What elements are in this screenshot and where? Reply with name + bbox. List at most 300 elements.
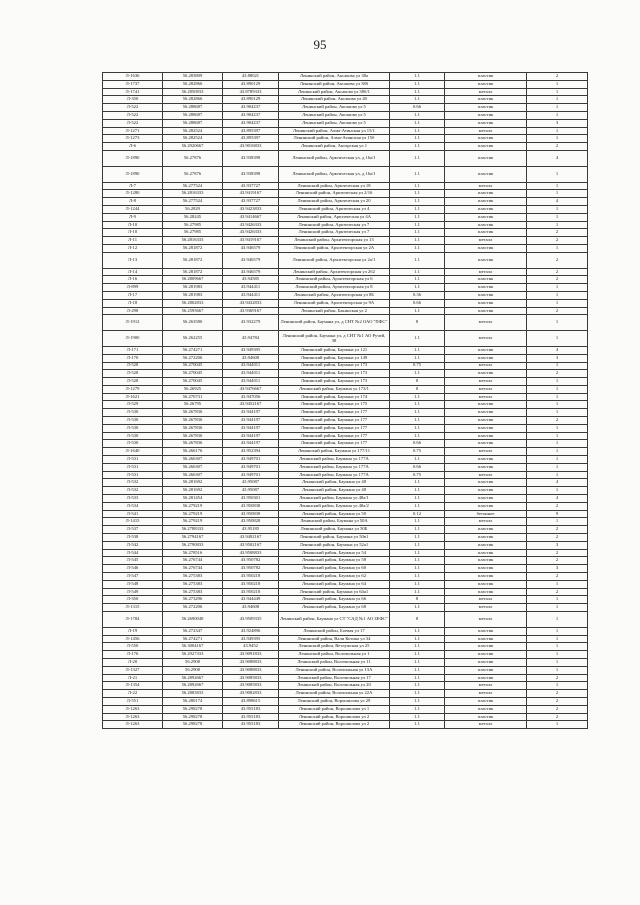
cell-longitude: 43.904237 xyxy=(223,111,279,119)
cell-address: Ленинский район, Баумана ул 173 xyxy=(279,370,390,378)
table-row xyxy=(103,299,588,307)
cell-site-id: Л-528 xyxy=(103,362,163,370)
cell-address: Ленинский район, Арктическая ул 4 xyxy=(279,205,390,213)
cell-count: 1 xyxy=(527,635,588,643)
cell-volume: 1.1 xyxy=(390,221,445,229)
cell-volume: 1.1 xyxy=(390,205,445,213)
cell-address: Ленинский район, Баумана ул 174 xyxy=(279,393,390,401)
table-row xyxy=(103,307,588,315)
cell-latitude: 56.3004167 xyxy=(163,643,223,651)
cell-latitude: 56.281983 xyxy=(163,291,223,299)
cell-address: Ленинский район, Баумана ул 54 xyxy=(279,549,390,557)
cell-latitude: 56.266307 xyxy=(163,463,223,471)
cell-material: металл xyxy=(445,362,527,370)
cell-site-id: Л-1354 xyxy=(103,682,163,690)
cell-material: металл xyxy=(445,127,527,135)
cell-address: Ленинский район, Алма-Атинская ул 15/1 xyxy=(279,127,390,135)
cell-address: Ленинский район, Арктическая ул, д 16а/1 xyxy=(279,166,390,182)
cell-site-id: Л-9 xyxy=(103,213,163,221)
cell-latitude: 56.266176 xyxy=(163,448,223,456)
cell-address: Ленинский район, Волочильная ул 22А xyxy=(279,690,390,698)
cell-longitude: 43.937727 xyxy=(223,198,279,206)
table-row xyxy=(103,643,588,651)
cell-address: Ленинский район, Аксакова ул 38б/1 xyxy=(279,88,390,96)
cell-address: Ленинский район, Баумана ул, д СНТ №2 ОАО "ПФС" xyxy=(279,315,390,331)
cell-latitude: 56.270045 xyxy=(163,362,223,370)
cell-longitude: 43.950828 xyxy=(223,518,279,526)
cell-material: пластик xyxy=(445,111,527,119)
cell-longitude: 43.88021 xyxy=(223,73,279,81)
table-row xyxy=(103,721,588,729)
cell-volume: 1.1 xyxy=(390,143,445,151)
table-row xyxy=(103,409,588,417)
cell-volume: 1.1 xyxy=(390,276,445,284)
cell-volume: 1.1 xyxy=(390,432,445,440)
cell-site-id: Л-532 xyxy=(103,487,163,495)
cell-site-id: Л-1912 xyxy=(103,315,163,331)
cell-count: 2 xyxy=(527,252,588,268)
cell-longitude: 43.9492167 xyxy=(223,534,279,542)
cell-latitude: 56.274271 xyxy=(163,346,223,354)
cell-latitude: 56.270045 xyxy=(163,370,223,378)
cell-longitude: 43.950301 xyxy=(223,495,279,503)
cell-address: Ленинский район, Баумана ул 177А xyxy=(279,456,390,464)
cell-address: Ленинский район, Баумана ул 177/11 xyxy=(279,448,390,456)
cell-volume: 1.1 xyxy=(390,658,445,666)
cell-material: металл xyxy=(445,604,527,612)
cell-material: пластик xyxy=(445,557,527,565)
cell-latitude: 56.2790833 xyxy=(163,541,223,549)
cell-latitude: 56.277524 xyxy=(163,198,223,206)
cell-longitude: 43.94608 xyxy=(223,604,279,612)
cell-count: 4 xyxy=(527,495,588,503)
cell-site-id: Л-1263 xyxy=(103,721,163,729)
cell-address: Ленинский район, Ветлужская ул 25 xyxy=(279,643,390,651)
cell-site-id: Л-13 xyxy=(103,252,163,268)
table-row xyxy=(103,479,588,487)
cell-site-id: Л-545 xyxy=(103,557,163,565)
cell-longitude: 43.946579 xyxy=(223,252,279,268)
cell-volume: 1.1 xyxy=(390,166,445,182)
cell-site-id: Л-1890 xyxy=(103,150,163,166)
cell-site-id: Л-530 xyxy=(103,409,163,417)
cell-address: Ленинский район, Волочильная ул 13А xyxy=(279,666,390,674)
cell-latitude: 56.272206 xyxy=(163,604,223,612)
cell-address: Ленинский район, Баумана ул 66 xyxy=(279,596,390,604)
cell-site-id: Л-1273 xyxy=(103,135,163,143)
cell-material: пластик xyxy=(445,143,527,151)
cell-volume: 1.1 xyxy=(390,580,445,588)
cell-address: Ленинский район, Ворошилова ул 2 xyxy=(279,713,390,721)
cell-material: пластик xyxy=(445,284,527,292)
cell-volume: 1.1 xyxy=(390,393,445,401)
cell-address: Ленинский район, Баумана ул 121 xyxy=(279,346,390,354)
table-row xyxy=(103,331,588,347)
cell-material: металл xyxy=(445,268,527,276)
cell-count: 1 xyxy=(527,104,588,112)
cell-volume: 1.1 xyxy=(390,495,445,503)
cell-material: пластик xyxy=(445,541,527,549)
cell-count: 1 xyxy=(527,221,588,229)
cell-latitude: 56.281454 xyxy=(163,495,223,503)
table-row xyxy=(103,268,588,276)
cell-longitude: 43.950218 xyxy=(223,580,279,588)
table-row xyxy=(103,463,588,471)
cell-longitude: 43.944011 xyxy=(223,370,279,378)
cell-site-id: Л-530 xyxy=(103,432,163,440)
cell-count: 2 xyxy=(527,588,588,596)
cell-count: 1 xyxy=(527,432,588,440)
table-row xyxy=(103,346,588,354)
cell-volume: 1.1 xyxy=(390,526,445,534)
cell-volume: 1.1 xyxy=(390,456,445,464)
cell-volume: 1.1 xyxy=(390,518,445,526)
cell-site-id: Л-298 xyxy=(103,307,163,315)
cell-count: 1 xyxy=(527,205,588,213)
cell-latitude: 56.2595667 xyxy=(163,307,223,315)
cell-material: металл xyxy=(445,448,527,456)
cell-longitude: 43.938398 xyxy=(223,150,279,166)
cell-volume: 1.1 xyxy=(390,697,445,705)
table-row xyxy=(103,526,588,534)
table-row xyxy=(103,541,588,549)
cell-latitude: 56.272206 xyxy=(163,354,223,362)
cell-longitude: 43.895397 xyxy=(223,127,279,135)
cell-longitude: 43.944011 xyxy=(223,362,279,370)
cell-count: 4 xyxy=(527,346,588,354)
cell-latitude: 56.263580 xyxy=(163,315,223,331)
cell-address: Ленинский район, Баумана ул 48а/1 xyxy=(279,495,390,503)
table-row xyxy=(103,401,588,409)
table-row xyxy=(103,557,588,565)
cell-latitude: 56.2908 xyxy=(163,658,223,666)
table-row xyxy=(103,487,588,495)
cell-longitude: 43.949395 xyxy=(223,346,279,354)
cell-count: 1 xyxy=(527,362,588,370)
cell-site-id: Л-1279 xyxy=(103,385,163,393)
cell-count: 2 xyxy=(527,73,588,81)
cell-volume: 1.1 xyxy=(390,111,445,119)
cell-volume: 1.1 xyxy=(390,573,445,581)
cell-address: Ленинский район, Баумана ул 48 xyxy=(279,487,390,495)
cell-site-id: Л-1327 xyxy=(103,666,163,674)
cell-count: 1 xyxy=(527,182,588,190)
cell-latitude: 56.2892667 xyxy=(163,682,223,690)
cell-address: Ленинский район, Арктическая ул, д 16а/1 xyxy=(279,150,390,166)
cell-longitude: 43.949395 xyxy=(223,635,279,643)
cell-longitude: 43.9426333 xyxy=(223,229,279,237)
table-row xyxy=(103,682,588,690)
cell-volume: 1.1 xyxy=(390,604,445,612)
cell-latitude: 56.27876 xyxy=(163,150,223,166)
cell-material: пластик xyxy=(445,221,527,229)
cell-latitude: 56.281692 xyxy=(163,487,223,495)
table-row xyxy=(103,534,588,542)
cell-address: Ленинский район, Баумана ул 64а1 xyxy=(279,588,390,596)
table-row xyxy=(103,73,588,81)
cell-site-id: Л-522 xyxy=(103,111,163,119)
cell-latitude: 56.280174 xyxy=(163,697,223,705)
cell-material: пластик xyxy=(445,276,527,284)
cell-latitude: 56.282866 xyxy=(163,96,223,104)
cell-latitude: 56.2794167 xyxy=(163,534,223,542)
cell-volume: 8 xyxy=(390,385,445,393)
cell-address: Ленинский район, Аксакова ул 5 xyxy=(279,111,390,119)
table-row xyxy=(103,658,588,666)
cell-volume: 0.75 xyxy=(390,471,445,479)
cell-material: пластик xyxy=(445,190,527,198)
cell-longitude: 43.904237 xyxy=(223,104,279,112)
cell-longitude: 43.950838 xyxy=(223,510,279,518)
cell-latitude: 56.279219 xyxy=(163,518,223,526)
cell-material: пластик xyxy=(445,495,527,503)
cell-count: 1 xyxy=(527,385,588,393)
cell-latitude: 56.2816333 xyxy=(163,237,223,245)
cell-site-id: Л-1900 xyxy=(103,331,163,347)
cell-address: Ленинский район, Архитекторская ул 6 xyxy=(279,276,390,284)
cell-latitude: 56.262255 xyxy=(163,331,223,347)
cell-material: пластик xyxy=(445,213,527,221)
table-row xyxy=(103,378,588,386)
cell-volume: 1.1 xyxy=(390,190,445,198)
cell-count: 1 xyxy=(527,190,588,198)
cell-count: 2 xyxy=(527,549,588,557)
table-row xyxy=(103,666,588,674)
cell-site-id: Л-1636 xyxy=(103,73,163,81)
table-row xyxy=(103,573,588,581)
table-row xyxy=(103,612,588,628)
cell-longitude: 43.955183 xyxy=(223,705,279,713)
cell-material: пластик xyxy=(445,150,527,166)
cell-site-id: Л-1271 xyxy=(103,127,163,135)
cell-count: 1 xyxy=(527,244,588,252)
cell-address: Ленинский район, Баумана ул 177А xyxy=(279,463,390,471)
table-row xyxy=(103,88,588,96)
cell-volume: 1.1 xyxy=(390,88,445,96)
cell-site-id: Л-12 xyxy=(103,244,163,252)
cell-longitude: 43.950782 xyxy=(223,565,279,573)
table-row xyxy=(103,713,588,721)
table-row xyxy=(103,315,588,331)
cell-volume: 8 xyxy=(390,315,445,331)
cell-address: Ленинский район, Баумана ул 48а/2 xyxy=(279,502,390,510)
cell-volume: 1.1 xyxy=(390,417,445,425)
cell-material: пластик xyxy=(445,370,527,378)
cell-longitude: 43.9085833 xyxy=(223,682,279,690)
cell-volume: 1.1 xyxy=(390,424,445,432)
table-row xyxy=(103,213,588,221)
cell-material: пластик xyxy=(445,627,527,635)
cell-material: пластик xyxy=(445,463,527,471)
cell-latitude: 56.281983 xyxy=(163,284,223,292)
cell-count: 1 xyxy=(527,682,588,690)
cell-material: пластик xyxy=(445,456,527,464)
cell-address: Ленинский район, Ворошилова ул 2 xyxy=(279,721,390,729)
cell-address: Ленинский район, Баумана ул 62 xyxy=(279,573,390,581)
cell-volume: 1.1 xyxy=(390,713,445,721)
cell-site-id: Л-546 xyxy=(103,565,163,573)
cell-material: пластик xyxy=(445,299,527,307)
cell-count: 1 xyxy=(527,658,588,666)
cell-address: Ленинский район, Ворошилова ул 1 xyxy=(279,705,390,713)
cell-address: Ленинский район, Архитекторская ул 13 xyxy=(279,237,390,245)
cell-volume: 0.66 xyxy=(390,104,445,112)
cell-address: Ленинский район, Баумана ул 58 xyxy=(279,557,390,565)
cell-material: пластик xyxy=(445,244,527,252)
cell-latitude: 56.27876 xyxy=(163,166,223,182)
cell-volume: 1.1 xyxy=(390,721,445,729)
cell-longitude: 43.950782 xyxy=(223,557,279,565)
cell-volume: 8 xyxy=(390,612,445,628)
cell-volume: 1.1 xyxy=(390,354,445,362)
cell-latitude: 56.26795 xyxy=(163,401,223,409)
cell-material: пластик xyxy=(445,635,527,643)
cell-site-id: Л-542 xyxy=(103,541,163,549)
table-row xyxy=(103,580,588,588)
cell-site-id: Л-548 xyxy=(103,580,163,588)
cell-latitude: 56.283809 xyxy=(163,73,223,81)
cell-site-id: Л-530 xyxy=(103,424,163,432)
cell-address: Ленинский район, Баумана ул 175 xyxy=(279,401,390,409)
cell-volume: 1.1 xyxy=(390,244,445,252)
cell-longitude: 43.9476667 xyxy=(223,385,279,393)
cell-address: Ленинский район, Баумана ул 173 xyxy=(279,378,390,386)
cell-count: 1 xyxy=(527,424,588,432)
cell-count: 3 xyxy=(527,541,588,549)
cell-site-id: Л-533 xyxy=(103,495,163,503)
waste-container-registry-table xyxy=(102,72,588,729)
cell-volume: 1.1 xyxy=(390,666,445,674)
cell-material: пластик xyxy=(445,573,527,581)
cell-longitude: 43.946579 xyxy=(223,268,279,276)
cell-site-id: Л-20 xyxy=(103,658,163,666)
cell-site-id: Л-11 xyxy=(103,237,163,245)
cell-count: 2 xyxy=(527,229,588,237)
cell-longitude: 43.94784 xyxy=(223,331,279,347)
cell-latitude: 56.26925 xyxy=(163,385,223,393)
table-row xyxy=(103,237,588,245)
cell-address: Ленинский район, Баумана ул 177 xyxy=(279,409,390,417)
cell-latitude: 56.288687 xyxy=(163,119,223,127)
cell-count: 1 xyxy=(527,299,588,307)
cell-site-id: Л-8 xyxy=(103,198,163,206)
cell-material: пластик xyxy=(445,643,527,651)
cell-material: пластик xyxy=(445,73,527,81)
cell-address: Ленинский район, Баумана ул 177 xyxy=(279,432,390,440)
cell-volume: 1.1 xyxy=(390,213,445,221)
table-row xyxy=(103,135,588,143)
cell-address: Ленинский район, Аксакова ул 38а xyxy=(279,73,390,81)
cell-volume: 1.1 xyxy=(390,502,445,510)
cell-latitude: 56.298278 xyxy=(163,713,223,721)
cell-site-id: Л-531 xyxy=(103,463,163,471)
cell-latitude: 56.2788333 xyxy=(163,526,223,534)
cell-address: Ленинский район, Аксакова ул 5 xyxy=(279,104,390,112)
cell-latitude: 56.273296 xyxy=(163,596,223,604)
cell-latitude: 56.272347 xyxy=(163,627,223,635)
cell-address: Ленинский район, Архитекторская ул 8 xyxy=(279,284,390,292)
cell-volume: 8 xyxy=(390,596,445,604)
cell-address: Ленинский район, Архитекторская ул 9А xyxy=(279,299,390,307)
cell-site-id: Л-1784 xyxy=(103,612,163,628)
cell-site-id: Л-550 xyxy=(103,643,163,651)
cell-latitude: 56.2908 xyxy=(163,666,223,674)
cell-latitude: 56.27985 xyxy=(163,229,223,237)
cell-address: Ленинский район, Арктическая ул 7 xyxy=(279,229,390,237)
cell-count: 1 xyxy=(527,378,588,386)
cell-latitude: 56.279219 xyxy=(163,502,223,510)
cell-site-id: Л-1280 xyxy=(103,190,163,198)
cell-latitude: 56.275383 xyxy=(163,573,223,581)
cell-site-id: Л-17 xyxy=(103,291,163,299)
cell-count: 2 xyxy=(527,417,588,425)
cell-latitude: 56.277524 xyxy=(163,182,223,190)
cell-address: Ленинский район, Баумана ул 50А xyxy=(279,518,390,526)
cell-longitude: 43.904237 xyxy=(223,119,279,127)
cell-address: Ленинский район, Баумана ул 52а1 xyxy=(279,541,390,549)
cell-material: пластик xyxy=(445,80,527,88)
cell-material: пластик xyxy=(445,166,527,182)
cell-address: Ленинский район, Ворошилова ул 29 xyxy=(279,697,390,705)
cell-address: Ленинский район, Аксакова ул 40 xyxy=(279,96,390,104)
cell-longitude: 43.938398 xyxy=(223,166,279,182)
cell-volume: 1.1 xyxy=(390,198,445,206)
cell-latitude: 56.2920667 xyxy=(163,143,223,151)
cell-volume: 0.66 xyxy=(390,440,445,448)
cell-count: 3 xyxy=(527,119,588,127)
table-row xyxy=(103,229,588,237)
cell-material: пластик xyxy=(445,588,527,596)
cell-volume: 1.1 xyxy=(390,80,445,88)
cell-site-id: Л-1890 xyxy=(103,166,163,182)
cell-longitude: 43.9502167 xyxy=(223,541,279,549)
table-row xyxy=(103,166,588,182)
cell-longitude: 43.924896 xyxy=(223,627,279,635)
cell-material: пластик xyxy=(445,526,527,534)
cell-material: пластик xyxy=(445,697,527,705)
cell-volume: 1.1 xyxy=(390,252,445,268)
cell-count: 1 xyxy=(527,291,588,299)
cell-site-id: Л-528 xyxy=(103,370,163,378)
cell-latitude: 56.270731 xyxy=(163,393,223,401)
cell-address: Ленинский район, Баумана ул 149 xyxy=(279,354,390,362)
cell-material: пластик xyxy=(445,565,527,573)
cell-count: 2 xyxy=(527,705,588,713)
cell-site-id: Л-899 xyxy=(103,284,163,292)
cell-address: Ленинский район, Бакинская ул 2 xyxy=(279,307,390,315)
cell-longitude: 43.950218 xyxy=(223,588,279,596)
cell-material: пластик xyxy=(445,135,527,143)
cell-count: 1 xyxy=(527,666,588,674)
table-row xyxy=(103,424,588,432)
table-row xyxy=(103,104,588,112)
cell-latitude: 56.276744 xyxy=(163,557,223,565)
cell-count: 1 xyxy=(527,213,588,221)
cell-material: пластик xyxy=(445,674,527,682)
cell-count: 2 xyxy=(527,268,588,276)
cell-address: Ленинский район, Арктическая ул 20 xyxy=(279,198,390,206)
cell-address: Ленинский район, Баумана ул 177 xyxy=(279,417,390,425)
cell-volume: 1.1 xyxy=(390,674,445,682)
cell-latitude: 56.2809667 xyxy=(163,276,223,284)
cell-count: 1 xyxy=(527,393,588,401)
cell-address: Ленинский район, Баумана ул 50 xyxy=(279,510,390,518)
cell-site-id: Л-1621 xyxy=(103,393,163,401)
table-row xyxy=(103,690,588,698)
cell-volume: 0.66 xyxy=(390,299,445,307)
cell-count: 1 xyxy=(527,166,588,182)
cell-volume: 1.1 xyxy=(390,557,445,565)
